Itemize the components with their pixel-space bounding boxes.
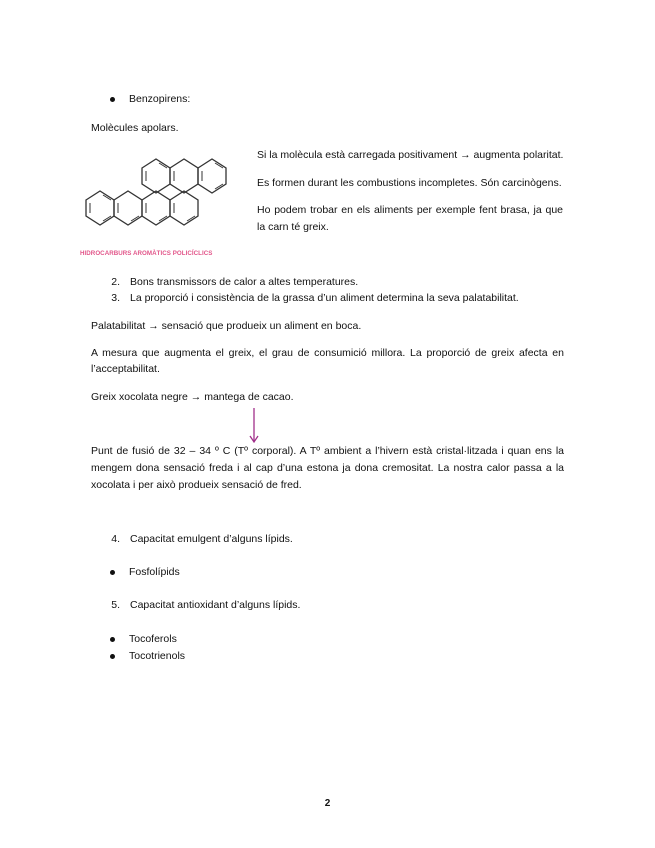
bullet-fosfolipids: Fosfolípids: [129, 566, 180, 578]
mesura-line-2: l’acceptabilitat.: [91, 363, 160, 375]
list-item-4: Capacitat emulgent d’alguns lípids.: [130, 533, 293, 545]
bullet-tocotrienols: Tocotrienols: [129, 650, 186, 662]
fusio-line-2: mengem dona sensació freda i al cap d’una estona ja dona cremositat. La nostra calor passa a la: [91, 462, 564, 474]
mesura-line-1: A mesura que augmenta el greix, el grau de consumició millora. La proporció de greix afecta en: [91, 347, 564, 359]
apolar-text: Molècules apolars.: [91, 122, 179, 134]
palatabilitat-text: Palatabilitat → sensació que produeix un aliment en boca.: [91, 320, 362, 332]
benzopyrene-molecule-image: [78, 148, 228, 248]
fusio-line-3: xocolata i per això produeix sensació de fred.: [91, 479, 302, 491]
fusio-line-1: Punt de fusió de 32 – 34 º C (Tº corporal). A Tº ambient a l’hivern està cristal·litzada i quan ens la: [91, 445, 564, 457]
note-carn: la carn té greix.: [257, 221, 329, 233]
page-number: 2: [324, 798, 331, 809]
list-number: 4.: [111, 533, 120, 545]
list-number: 2.: [111, 276, 120, 288]
list-item-3: La proporció i consistència de la grassa d’un aliment determina la seva palatabilitat.: [130, 292, 519, 304]
bullet-tocoferols: Tocoferols: [129, 633, 177, 645]
list-number: 3.: [111, 292, 120, 304]
bullet-dot: [110, 654, 115, 659]
list-item-2: Bons transmissors de calor a altes temperatures.: [130, 276, 359, 288]
note-polaritat: Si la molècula està carregada positivament → augmenta polaritat.: [257, 149, 564, 161]
bullet-benzopirens: Benzopirens:: [129, 93, 191, 105]
down-arrow-icon: [248, 408, 260, 444]
molecule-caption: HIDROCARBURS AROMÀTICS POLICÍCLICS: [80, 250, 213, 257]
bullet-dot: [110, 570, 115, 575]
xocolata-text: Greix xocolata negre → mantega de cacao.: [91, 391, 294, 403]
bullet-dot: [110, 97, 115, 102]
note-aliments: Ho podem trobar en els aliments per exemple fent brasa, ja que: [257, 204, 563, 216]
bullet-dot: [110, 637, 115, 642]
list-number: 5.: [111, 599, 120, 611]
list-item-5: Capacitat antioxidant d’alguns lípids.: [130, 599, 301, 611]
note-combustions: Es formen durant les combustions incompletes. Són carcinògens.: [257, 177, 562, 189]
